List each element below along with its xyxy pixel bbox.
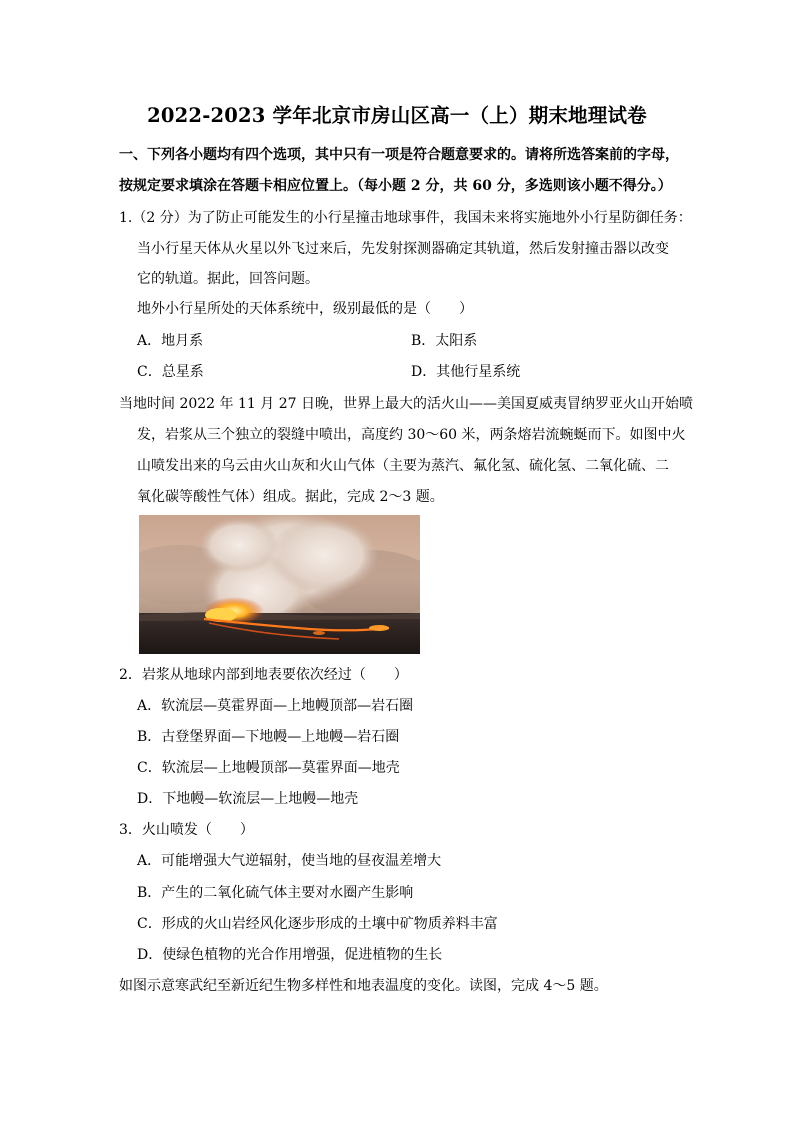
q2-option-c: C．软流层—上地幔顶部—莫霍界面—地壳 bbox=[137, 760, 400, 776]
q2-option-b: B．古登堡界面—下地幔—上地幔—岩石圈 bbox=[137, 729, 400, 745]
q3-option-a: A．可能增强大气逆辐射，使当地的昼夜温差增大 bbox=[137, 853, 442, 869]
q2-question: 2．岩浆从地球内部到地表要依次经过（ ） bbox=[119, 667, 408, 683]
q1-option-c: C．总星系 bbox=[137, 364, 204, 380]
q2-option-a: A．软流层—莫霍界面—上地幔顶部—岩石圈 bbox=[137, 698, 414, 714]
q3-option-c: C．形成的火山岩经风化逐步形成的土壤中矿物质养料丰富 bbox=[137, 916, 498, 932]
passage2-line2: 发，岩浆从三个独立的裂缝中喷出，高度约 30～60 米，两条熔岩流蜿蜒而下。如图中火 bbox=[137, 427, 686, 443]
exam-title: 2022-2023 学年北京市房山区高一（上）期末地理试卷 bbox=[147, 104, 647, 127]
q1-option-a: A．地月系 bbox=[137, 333, 204, 349]
passage2-line1: 当地时间 2022 年 11 月 27 日晚，世界上最大的活火山——美国夏威夷冒纳罗亚火山开始喷 bbox=[119, 396, 693, 412]
q1-stem-line3: 它的轨道。据此，回答问题。 bbox=[137, 271, 319, 287]
q2-option-d: D．下地幔—软流层—上地幔—地壳 bbox=[137, 791, 359, 807]
q3-option-d: D．使绿色植物的光合作用增强，促进植物的生长 bbox=[137, 947, 443, 963]
passage4-line1: 如图示意寒武纪至新近纪生物多样性和地表温度的变化。读图，完成 4～5 题。 bbox=[119, 978, 608, 994]
q1-stem-line2: 当小行星天体从火星以外飞过来后，先发射探测器确定其轨道，然后发射撞击器以改变 bbox=[137, 241, 669, 257]
q1-option-b: B．太阳系 bbox=[411, 333, 478, 349]
q1-stem-line1: 1.（2 分）为了防止可能发生的小行星撞击地球事件，我国未来将实施地外小行星防御任务： bbox=[119, 210, 692, 226]
q1-question: 地外小行星所处的天体系统中，级别最低的是（ ） bbox=[137, 301, 473, 317]
q3-option-b: B．产生的二氧化硫气体主要对水圈产生影响 bbox=[137, 885, 414, 901]
section1-instruction-line2: 按规定要求填涂在答题卡相应位置上。（每小题 2 分，共 60 分，多选则该小题不得分。） bbox=[119, 178, 672, 194]
q3-question: 3．火山喷发（ ） bbox=[119, 822, 254, 838]
q1-option-d: D．其他行星系统 bbox=[411, 364, 521, 380]
volcano-eruption-photo bbox=[139, 515, 420, 654]
passage2-line3: 山喷发出来的乌云由火山灰和火山气体（主要为蒸汽、氟化氢、硫化氢、二氧化硫、二 bbox=[137, 458, 669, 474]
section1-instruction-line1: 一、下列各小题均有四个选项，其中只有一项是符合题意要求的。请将所选答案前的字母， bbox=[119, 147, 679, 163]
passage2-line4: 氧化碳等酸性气体）组成。据此，完成 2～3 题。 bbox=[137, 489, 444, 505]
